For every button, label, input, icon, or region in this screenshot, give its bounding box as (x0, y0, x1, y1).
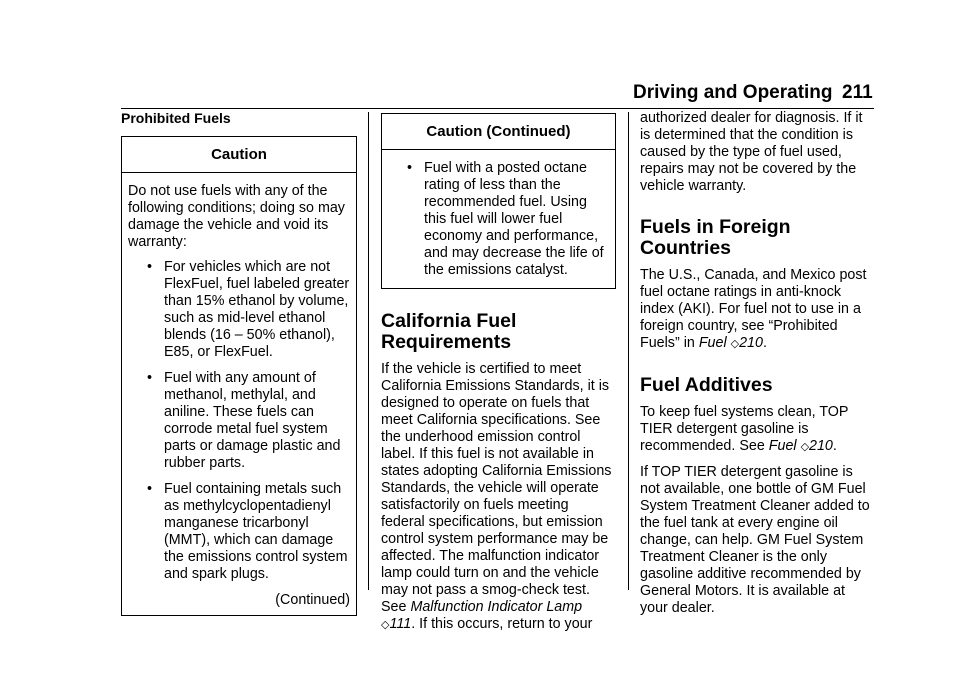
paragraph-tail: . (832, 438, 837, 454)
caution-box (121, 136, 357, 616)
column-3 (640, 110, 876, 625)
caution-title: Caution (122, 137, 356, 173)
link-malfunction-indicator-lamp[interactable]: Malfunction Indicator Lamp (410, 599, 583, 615)
link-fuel[interactable]: Fuel (698, 335, 727, 351)
heading-fuel-additives: Fuel Additives (640, 374, 773, 396)
paragraph-tail: . If this occurs, return to your (411, 616, 593, 632)
list-item (128, 259, 350, 361)
paragraph-carry: authorized dealer for diagnosis. If it is determined that the condition is caused by the type of fuel used, repairs may not be covered by the vehicle warranty. (640, 110, 863, 194)
bullet-icon: • (407, 160, 413, 176)
bullet-icon: • (147, 259, 153, 275)
section-label-prohibited-fuels: Prohibited Fuels (121, 110, 231, 126)
column-1 (121, 110, 357, 616)
paragraph-tail: . (762, 335, 767, 351)
column-2 (381, 110, 616, 642)
page-ref-number[interactable]: 111 (389, 616, 412, 632)
link-fuel[interactable]: Fuel (768, 438, 797, 454)
bullet-icon: • (147, 481, 153, 497)
list-item (128, 481, 350, 583)
caution-title: Caution (Continued) (382, 114, 615, 150)
paragraph-text: The U.S., Canada, and Mexico post fuel octane ratings in anti-knock index (AKI). For fuel not to use in a foreign country, see “Prohibited Fuels” in (640, 267, 867, 351)
bullet-text: Fuel with a posted octane rating of less than the recommended fuel. Using this fuel will lower fuel economy and performance, and may decrease the life of the emissions catalyst. (424, 160, 604, 278)
bullet-text: For vehicles which are not FlexFuel, fuel labeled greater than 15% ethanol by volume, such as mid-level ethanol blends (16 – 50% ethanol), E85, or FlexFuel. (164, 259, 350, 360)
caution-body (122, 173, 356, 615)
column-divider (628, 112, 629, 590)
continued-label: (Continued) (275, 592, 350, 608)
paragraph-top-tier: If TOP TIER detergent gasoline is not available, one bottle of GM Fuel System Treatment Cleaner added to the fuel tank at every engine oil change, can help. GM Fuel System Treatment Cleaner is the only gasoline additive recommended by General Motors. It is available at your dealer. (640, 464, 870, 616)
paragraph-california (381, 361, 616, 634)
page-ref-number[interactable]: 210 (809, 438, 833, 454)
heading-foreign-countries: Fuels in Foreign Countries (640, 216, 791, 259)
caution-box-continued (381, 113, 616, 289)
caution-bullet-list (128, 259, 350, 583)
list-item (388, 160, 609, 279)
caution-body (382, 150, 615, 279)
paragraph-additives (640, 404, 876, 456)
bullet-text: Fuel with any amount of methanol, methylal, and aniline. These fuels can corrode metal fuel system parts or damage plastic and rubber parts. (164, 370, 341, 471)
page-ref-icon: ◇ (800, 441, 810, 453)
list-item (128, 370, 350, 472)
page-number: 211 (842, 82, 873, 103)
caution-bullet-list (388, 160, 609, 279)
header-title: Driving and Operating (633, 82, 833, 103)
page-ref-number[interactable]: 210 (739, 335, 763, 351)
page-ref-icon: ◇ (730, 338, 740, 350)
page-ref-icon: ◇ (381, 619, 390, 631)
page-header (0, 78, 960, 108)
bullet-text: Fuel containing metals such as methylcyclopentadienyl manganese tricarbonyl (MMT), which can damage the emissions control system and spark plugs. (164, 481, 348, 582)
header-rule (121, 108, 874, 109)
paragraph-text: If the vehicle is certified to meet California Emissions Standards, it is designed to operate on fuels that meet California specifications. See the underhood emission control label. If this fuel is not available in states adopting California Emissions Standards, the vehicle will operate satisfactorily on fuels meeting federal specifications, but emission control system performance may be affected. The malfunction indicator lamp could turn on and the vehicle may not pass a smog-check test. See (381, 361, 612, 615)
paragraph-foreign (640, 267, 876, 353)
bullet-icon: • (147, 370, 153, 386)
heading-california-fuel: California Fuel Requirements (381, 310, 517, 353)
column-divider (368, 112, 369, 590)
caution-intro: Do not use fuels with any of the following conditions; doing so may damage the vehicle and void its warranty: (128, 183, 345, 250)
paragraph-text: To keep fuel systems clean, TOP TIER detergent gasoline is recommended. See (640, 404, 849, 454)
